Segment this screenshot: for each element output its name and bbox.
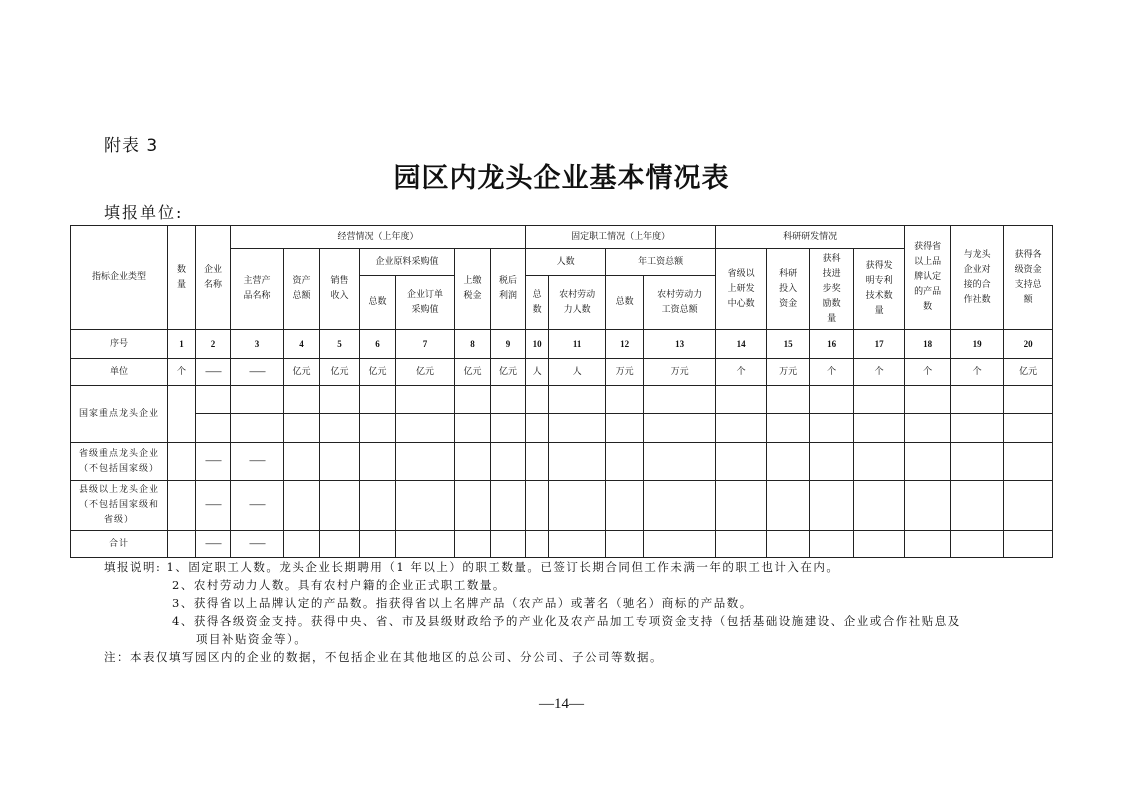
index-cell: 17	[854, 330, 905, 359]
input-cell[interactable]	[455, 443, 491, 481]
input-cell[interactable]	[1004, 386, 1053, 414]
input-cell[interactable]	[284, 414, 320, 443]
input-cell[interactable]	[168, 481, 196, 531]
input-cell[interactable]	[810, 386, 854, 414]
header-row-type: 指标企业类型	[71, 226, 168, 330]
input-cell[interactable]	[854, 443, 905, 481]
index-row	[71, 330, 1053, 359]
header-tech-awards-text: 获科技进步奖励数量	[822, 253, 841, 324]
input-cell[interactable]	[644, 386, 716, 414]
input-cell[interactable]	[549, 414, 606, 443]
input-cell[interactable]	[320, 414, 360, 443]
header-operations-group: 经营情况（上年度）	[231, 226, 526, 249]
unit-cell: 亿元	[1004, 359, 1053, 386]
unit-cell: 亿元	[360, 359, 396, 386]
input-cell[interactable]	[320, 443, 360, 481]
header-company-name	[196, 226, 231, 330]
header-rnd-centers	[716, 249, 767, 330]
input-cell[interactable]	[455, 481, 491, 531]
input-cell[interactable]	[396, 443, 455, 481]
header-brand-products	[905, 226, 951, 330]
input-cell[interactable]	[905, 414, 951, 443]
input-cell[interactable]	[644, 443, 716, 481]
input-cell[interactable]	[168, 386, 196, 443]
header-row-1	[71, 226, 1053, 249]
input-cell[interactable]	[644, 414, 716, 443]
header-rural-labor-count	[549, 276, 606, 330]
input-cell[interactable]	[549, 481, 606, 531]
input-cell[interactable]	[606, 414, 644, 443]
input-cell[interactable]	[905, 531, 951, 558]
header-wage-total: 总数	[606, 276, 644, 330]
input-cell[interactable]	[396, 414, 455, 443]
input-cell[interactable]	[491, 386, 526, 414]
header-main-product	[231, 249, 284, 330]
index-cell: 15	[767, 330, 810, 359]
input-cell[interactable]	[284, 481, 320, 531]
index-cell: 11	[549, 330, 606, 359]
appendix-label: 附表 3	[104, 136, 159, 156]
input-cell[interactable]	[491, 414, 526, 443]
input-cell[interactable]	[905, 481, 951, 531]
input-cell[interactable]	[360, 531, 396, 558]
input-cell[interactable]	[854, 414, 905, 443]
index-cell: 14	[716, 330, 767, 359]
index-cell: 2	[196, 330, 231, 359]
index-cell: 4	[284, 330, 320, 359]
header-patents	[854, 249, 905, 330]
input-cell[interactable]	[455, 414, 491, 443]
index-cell: 10	[526, 330, 549, 359]
table-row-national	[71, 386, 1053, 414]
input-cell[interactable]	[549, 443, 606, 481]
header-rural-labor-count-text: 农村劳动力人数	[559, 289, 596, 315]
unit-cell: 个	[168, 359, 196, 386]
input-cell[interactable]	[1004, 481, 1053, 531]
input-cell[interactable]	[606, 443, 644, 481]
input-cell[interactable]	[767, 386, 810, 414]
input-cell[interactable]	[767, 443, 810, 481]
note-item: 1、固定职工人数。龙头企业长期聘用（1 年以上）的职工数量。已签订长期合同但工作未满一年的职工也计入在内。	[166, 560, 840, 574]
header-rural-labor-wage-text: 农村劳动力工资总额	[657, 289, 703, 315]
input-cell[interactable]	[606, 481, 644, 531]
input-cell[interactable]	[951, 481, 1004, 531]
index-cell: 16	[810, 330, 854, 359]
input-cell[interactable]	[491, 443, 526, 481]
table-row-provincial	[71, 443, 1053, 481]
input-cell[interactable]	[854, 481, 905, 531]
input-cell[interactable]	[360, 443, 396, 481]
input-cell[interactable]	[716, 414, 767, 443]
table-row-county	[71, 481, 1053, 531]
table-row-national-2	[71, 414, 1053, 443]
input-cell[interactable]	[1004, 443, 1053, 481]
filling-notes	[104, 558, 961, 666]
input-cell[interactable]	[810, 531, 854, 558]
input-cell[interactable]	[854, 386, 905, 414]
input-cell[interactable]	[951, 531, 1004, 558]
unit-cell: 亿元	[320, 359, 360, 386]
input-cell[interactable]	[810, 481, 854, 531]
index-cell: 20	[1004, 330, 1053, 359]
header-coop-links-text: 与龙头企业对接的合作社数	[963, 249, 991, 305]
unit-cell: 个	[905, 359, 951, 386]
unit-cell: 个	[854, 359, 905, 386]
header-tax-paid	[455, 249, 491, 330]
input-cell[interactable]	[231, 414, 284, 443]
table-row-total	[71, 531, 1053, 558]
header-raw-purchase-total: 总数	[360, 276, 396, 330]
input-cell[interactable]	[526, 414, 549, 443]
header-staff-group: 固定职工情况（上年度）	[526, 226, 716, 249]
dash-cell: ——	[196, 443, 231, 481]
header-sales-revenue	[320, 249, 360, 330]
input-cell[interactable]	[951, 443, 1004, 481]
unit-cell: 万元	[767, 359, 810, 386]
header-brand-products-text: 获得省以上品牌认定的产品数	[914, 242, 942, 312]
header-order-purchase-text: 企业订单采购值	[406, 289, 443, 315]
input-cell[interactable]	[491, 481, 526, 531]
unit-row	[71, 359, 1053, 386]
header-total-assets-text: 资产总额	[292, 276, 311, 301]
input-cell[interactable]	[168, 531, 196, 558]
input-cell[interactable]	[396, 481, 455, 531]
dash-cell: ——	[231, 531, 284, 558]
input-cell[interactable]	[644, 481, 716, 531]
index-cell: 1	[168, 330, 196, 359]
input-cell[interactable]	[905, 443, 951, 481]
header-company-name-text: 企业名称	[203, 264, 222, 290]
input-cell[interactable]	[284, 386, 320, 414]
enterprise-info-table	[70, 225, 1053, 558]
header-wage-group: 年工资总额	[606, 249, 716, 276]
input-cell[interactable]	[396, 386, 455, 414]
note-item-continuation: 项目补贴资金等）。	[196, 632, 308, 646]
header-quantity-text: 数量	[176, 264, 186, 290]
index-cell: 7	[396, 330, 455, 359]
input-cell[interactable]	[951, 414, 1004, 443]
input-cell[interactable]	[455, 531, 491, 558]
input-cell[interactable]	[644, 531, 716, 558]
reporting-unit-label: 填报单位:	[104, 203, 184, 222]
input-cell[interactable]	[716, 481, 767, 531]
input-cell[interactable]	[360, 414, 396, 443]
header-tax-paid-text: 上缴税金	[463, 276, 482, 301]
unit-cell: 个	[951, 359, 1004, 386]
header-funding-support-text: 获得各级资金支持总额	[1014, 249, 1042, 305]
input-cell[interactable]	[767, 481, 810, 531]
row-label-provincial	[71, 443, 168, 481]
input-cell[interactable]	[231, 386, 284, 414]
input-cell[interactable]	[320, 531, 360, 558]
index-cell: 8	[455, 330, 491, 359]
unit-cell: 个	[716, 359, 767, 386]
row-label-county-text: 县级以上龙头企业（不包括国家级和省级）	[78, 485, 159, 525]
note-item: 3、获得省以上品牌认定的产品数。指获得省以上名牌产品（农产品）或著名（驰名）商标的产品数。	[172, 596, 753, 610]
unit-cell: 人	[549, 359, 606, 386]
dash-cell: ——	[196, 481, 231, 531]
header-quantity	[168, 226, 196, 330]
input-cell[interactable]	[549, 386, 606, 414]
footnote: 注：本表仅填写园区内的企业的数据，不包括企业在其他地区的总公司、分公司、子公司等数据。	[104, 650, 663, 664]
input-cell[interactable]	[716, 443, 767, 481]
header-tech-awards	[810, 249, 854, 330]
unit-cell: ——	[231, 359, 284, 386]
input-cell[interactable]	[526, 443, 549, 481]
input-cell[interactable]	[526, 481, 549, 531]
dash-cell: ——	[231, 443, 284, 481]
unit-cell: 亿元	[396, 359, 455, 386]
input-cell[interactable]	[526, 531, 549, 558]
input-cell[interactable]	[168, 443, 196, 481]
input-cell[interactable]	[1004, 414, 1053, 443]
row-label-national: 国家重点龙头企业	[71, 386, 168, 443]
input-cell[interactable]	[320, 481, 360, 531]
index-cell: 19	[951, 330, 1004, 359]
input-cell[interactable]	[396, 531, 455, 558]
input-cell[interactable]	[196, 414, 231, 443]
header-patents-text: 获得发明专利技术数量	[865, 261, 893, 316]
header-raw-purchase-group: 企业原料采购值	[360, 249, 455, 276]
unit-row-label: 单位	[71, 359, 168, 386]
input-cell[interactable]	[491, 531, 526, 558]
input-cell[interactable]	[606, 531, 644, 558]
unit-cell: ——	[196, 359, 231, 386]
input-cell[interactable]	[196, 386, 231, 414]
page-number: —14—	[539, 696, 584, 712]
unit-cell: 万元	[644, 359, 716, 386]
header-headcount-group: 人数	[526, 249, 606, 276]
row-label-county	[71, 481, 168, 531]
header-rural-labor-wage	[644, 276, 716, 330]
dash-cell: ——	[231, 481, 284, 531]
input-cell[interactable]	[1004, 531, 1053, 558]
input-cell[interactable]	[854, 531, 905, 558]
index-cell: 5	[320, 330, 360, 359]
input-cell[interactable]	[360, 481, 396, 531]
note-item: 4、获得各级资金支持。获得中央、省、市及县级财政给予的产业化及农产品加工专项资金支持（包括基础设施建设、企业或合作社贴息及	[172, 614, 961, 628]
header-rnd-investment	[767, 249, 810, 330]
input-cell[interactable]	[320, 386, 360, 414]
index-cell: 12	[606, 330, 644, 359]
input-cell[interactable]	[284, 531, 320, 558]
input-cell[interactable]	[526, 386, 549, 414]
input-cell[interactable]	[905, 386, 951, 414]
input-cell[interactable]	[767, 531, 810, 558]
index-cell: 9	[491, 330, 526, 359]
dash-cell: ——	[196, 531, 231, 558]
input-cell[interactable]	[360, 386, 396, 414]
header-headcount-total	[526, 276, 549, 330]
header-main-product-text: 主营产品名称	[243, 276, 271, 301]
header-headcount-total-text: 总数	[532, 289, 542, 315]
unit-cell: 亿元	[284, 359, 320, 386]
input-cell[interactable]	[767, 414, 810, 443]
notes-lead: 填报说明:	[104, 560, 162, 574]
index-cell: 3	[231, 330, 284, 359]
header-coop-links	[951, 226, 1004, 330]
header-net-profit	[491, 249, 526, 330]
input-cell[interactable]	[455, 386, 491, 414]
input-cell[interactable]	[284, 443, 320, 481]
input-cell[interactable]	[951, 386, 1004, 414]
header-sales-revenue-text: 销售收入	[330, 276, 349, 301]
unit-cell: 万元	[606, 359, 644, 386]
header-total-assets	[284, 249, 320, 330]
row-label-total: 合计	[71, 531, 168, 558]
unit-cell: 亿元	[491, 359, 526, 386]
input-cell[interactable]	[810, 414, 854, 443]
index-cell: 6	[360, 330, 396, 359]
input-cell[interactable]	[810, 443, 854, 481]
index-cell: 18	[905, 330, 951, 359]
header-order-purchase	[396, 276, 455, 330]
index-cell: 13	[644, 330, 716, 359]
page-title: 园区内龙头企业基本情况表	[393, 163, 730, 194]
input-cell[interactable]	[549, 531, 606, 558]
note-line-1	[104, 558, 961, 576]
input-cell[interactable]	[606, 386, 644, 414]
input-cell[interactable]	[716, 386, 767, 414]
header-funding-support	[1004, 226, 1053, 330]
unit-cell: 人	[526, 359, 549, 386]
unit-cell: 个	[810, 359, 854, 386]
header-rnd-investment-text: 科研投入资金	[779, 268, 798, 309]
index-row-label: 序号	[71, 330, 168, 359]
note-item: 2、农村劳动力人数。具有农村户籍的企业正式职工数量。	[172, 578, 506, 592]
input-cell[interactable]	[716, 531, 767, 558]
unit-cell: 亿元	[455, 359, 491, 386]
header-net-profit-text: 税后利润	[499, 276, 518, 301]
header-rnd-centers-text: 省级以上研发中心数	[727, 268, 755, 309]
row-label-provincial-text: 省级重点龙头企业（不包括国家级）	[78, 448, 159, 474]
header-rnd-group: 科研研发情况	[716, 226, 905, 249]
